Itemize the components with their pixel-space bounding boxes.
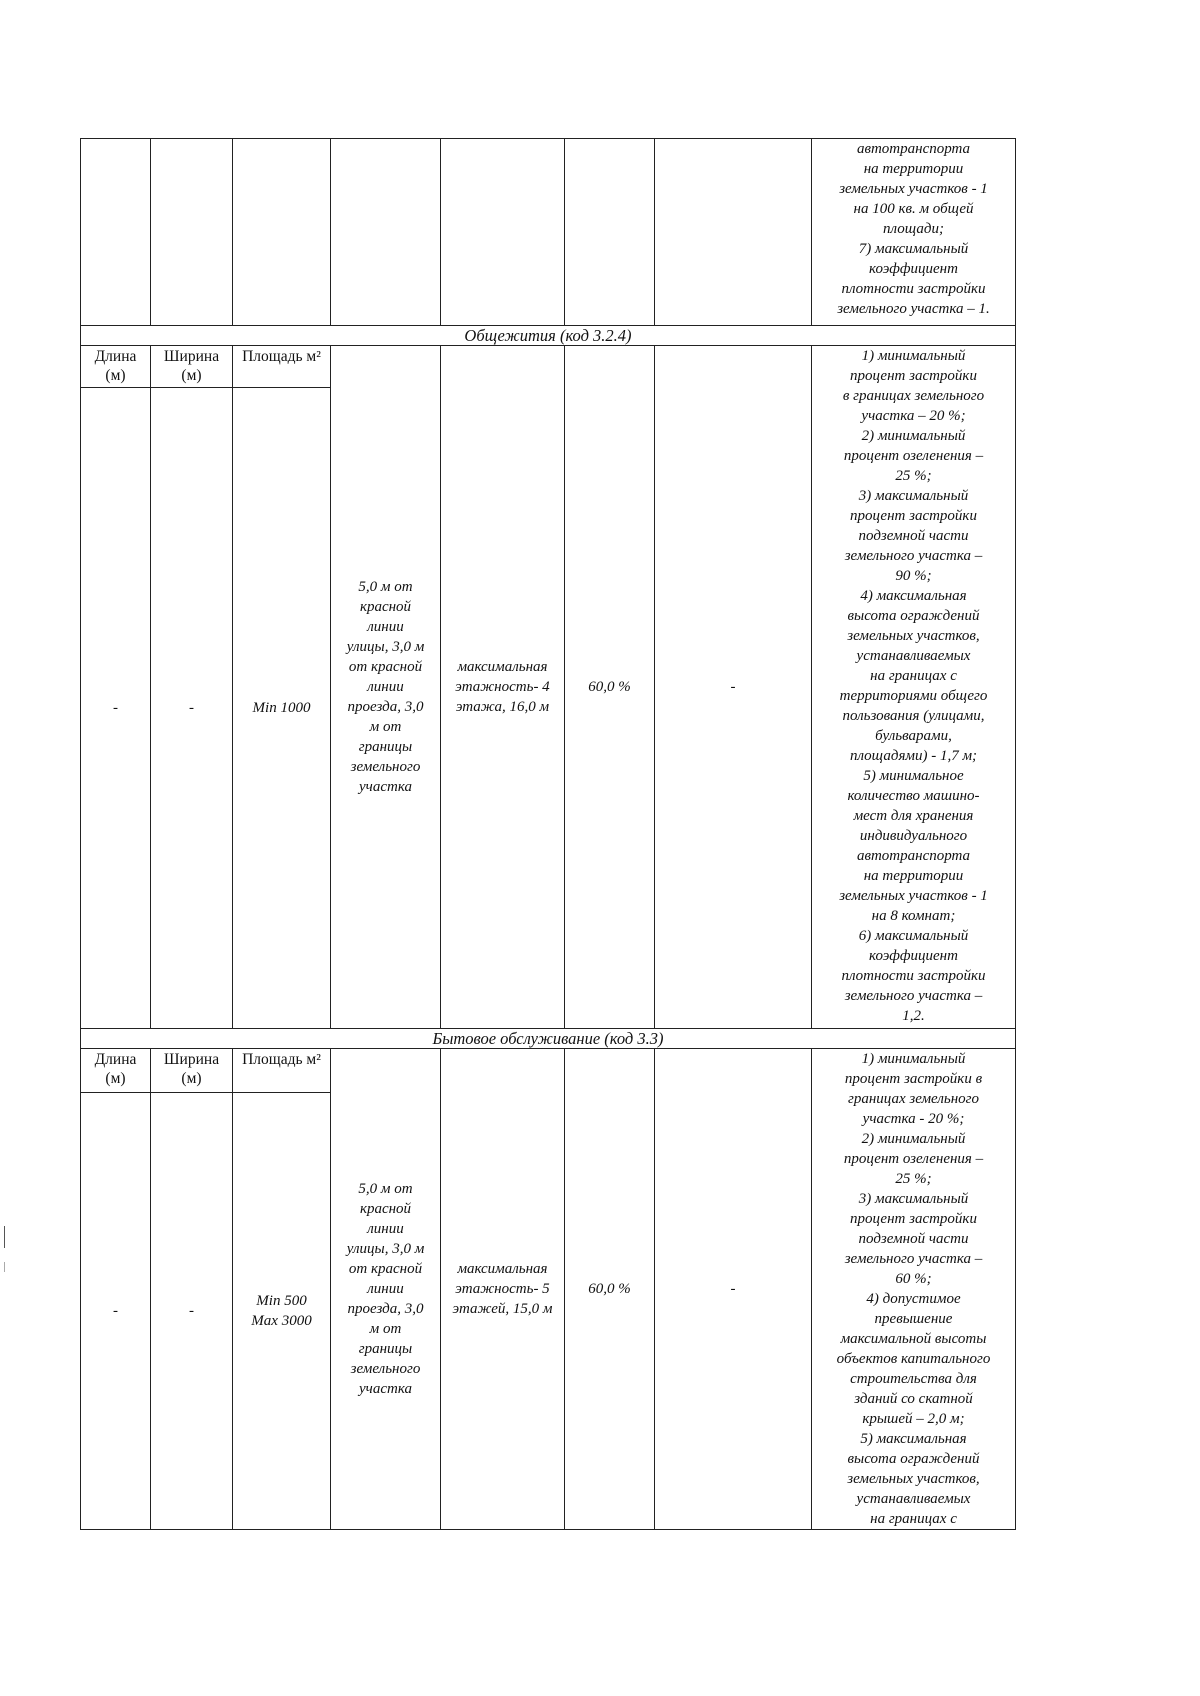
param-line: 6) максимальный bbox=[858, 928, 969, 944]
param-line: подземной части bbox=[858, 528, 969, 544]
param-line: максимальной высоты bbox=[840, 1331, 987, 1347]
param-line: на 8 комнат; bbox=[871, 908, 956, 924]
param-line: земельного участка – 1. bbox=[837, 301, 990, 317]
param-line: 2) минимальный bbox=[861, 1131, 966, 1147]
param-line: процент застройки в bbox=[844, 1071, 983, 1087]
param-line: площадями) - 1,7 м; bbox=[849, 748, 978, 764]
param-line: 25 %; bbox=[895, 1171, 932, 1187]
setbacks-cell bbox=[331, 346, 441, 1029]
param-line: процент озеленения – bbox=[843, 1151, 984, 1167]
param-line: земельного участка – bbox=[844, 988, 983, 1004]
params-cell bbox=[812, 346, 1016, 1029]
param-line: на территории bbox=[863, 868, 964, 884]
param-line: процент застройки bbox=[850, 368, 977, 384]
width-value: - bbox=[151, 388, 233, 1029]
param-line: процент застройки bbox=[850, 1211, 977, 1227]
param-line: на территории bbox=[863, 161, 964, 177]
setbacks-text: 5,0 м от красной линии улицы, 3,0 м от красной линии проезда, 3,0 м от границы земельного участка bbox=[346, 1181, 425, 1397]
length-value: - bbox=[81, 388, 151, 1029]
empty-cell bbox=[151, 139, 233, 326]
coverage-cell: 60,0 % bbox=[565, 1049, 655, 1530]
area-value bbox=[233, 1092, 331, 1529]
param-line: процент озеленения – bbox=[843, 448, 984, 464]
header-width: Ширина (м) bbox=[151, 1049, 233, 1093]
param-line: высота ограждений bbox=[847, 608, 980, 624]
param-line: 90 %; bbox=[895, 568, 932, 584]
area-value-text: Min 500 Max 3000 bbox=[251, 1292, 312, 1329]
param-line: пользования (улицами, bbox=[842, 708, 985, 724]
header-length: Длина (м) bbox=[81, 1049, 151, 1093]
param-line: процент застройки bbox=[850, 508, 977, 524]
param-line: 2) минимальный bbox=[861, 428, 966, 444]
param-line: строительства для bbox=[850, 1371, 977, 1387]
section-header-row bbox=[81, 346, 1016, 388]
param-line: объектов капитального bbox=[836, 1351, 991, 1367]
param-line: подземной части bbox=[858, 1231, 969, 1247]
param-line: земельного участка – bbox=[844, 548, 983, 564]
other-cell: - bbox=[655, 1049, 812, 1530]
empty-cell bbox=[441, 139, 565, 326]
param-line: 1) минимальный bbox=[861, 348, 966, 364]
param-line: участка - 20 %; bbox=[862, 1111, 965, 1127]
width-value: - bbox=[151, 1092, 233, 1529]
param-line: автотранспорта bbox=[856, 848, 971, 864]
param-line: на границах с bbox=[870, 668, 957, 684]
regulation-table bbox=[80, 138, 1016, 1530]
param-line: высота ограждений bbox=[847, 1451, 980, 1467]
param-line: 4) допустимое bbox=[866, 1291, 961, 1307]
section-title-row bbox=[81, 1029, 1016, 1049]
scan-mark bbox=[4, 1226, 5, 1248]
param-line: земельных участков, bbox=[847, 628, 980, 644]
params-cell bbox=[812, 139, 1016, 326]
param-line: количество машино- bbox=[847, 788, 980, 804]
length-value: - bbox=[81, 1092, 151, 1529]
param-line: 25 %; bbox=[895, 468, 932, 484]
empty-cell bbox=[233, 139, 331, 326]
param-line: 1,2. bbox=[902, 1008, 925, 1024]
param-line: плотности застройки bbox=[841, 281, 986, 297]
param-line: коэффициент bbox=[869, 948, 958, 964]
param-line: земельных участков, bbox=[847, 1471, 980, 1487]
other-cell: - bbox=[655, 346, 812, 1029]
param-line: 1) минимальный bbox=[861, 1051, 966, 1067]
param-line: индивидуального bbox=[859, 828, 968, 844]
empty-cell bbox=[331, 139, 441, 326]
param-line: автотранспорта bbox=[856, 141, 971, 157]
header-area: Площадь м² bbox=[233, 1049, 331, 1093]
scan-mark bbox=[4, 1262, 5, 1272]
param-line: площади; bbox=[882, 221, 944, 237]
param-line: коэффициент bbox=[869, 261, 958, 277]
param-line: 7) максимальный bbox=[858, 241, 969, 257]
param-line: участка – 20 %; bbox=[861, 408, 966, 424]
header-width: Ширина (м) bbox=[151, 346, 233, 388]
section-title: Бытовое обслуживание (код 3.3) bbox=[81, 1029, 1016, 1049]
empty-cell bbox=[81, 139, 151, 326]
param-line: земельных участков - 1 bbox=[839, 181, 988, 197]
param-line: в границах земельного bbox=[842, 388, 985, 404]
param-line: крышей – 2,0 м; bbox=[862, 1411, 965, 1427]
empty-cell bbox=[655, 139, 812, 326]
param-line: устанавливаемых bbox=[856, 1491, 971, 1507]
param-line: на 100 кв. м общей bbox=[853, 201, 974, 217]
continuation-row bbox=[81, 139, 1016, 326]
param-line: на границах с bbox=[870, 1511, 957, 1527]
param-line: плотности застройки bbox=[841, 968, 986, 984]
param-line: 60 %; bbox=[895, 1271, 932, 1287]
param-line: территориями общего bbox=[839, 688, 988, 704]
params-cell bbox=[812, 1049, 1016, 1530]
coverage-cell: 60,0 % bbox=[565, 346, 655, 1029]
height-cell bbox=[441, 1049, 565, 1530]
param-line: 5) минимальное bbox=[863, 768, 964, 784]
header-length: Длина (м) bbox=[81, 346, 151, 388]
height-text: максимальная этажность- 5 этажей, 15,0 м bbox=[452, 1261, 553, 1317]
height-text: максимальная этажность- 4 этажа, 16,0 м bbox=[455, 659, 550, 715]
param-line: 3) максимальный bbox=[858, 1191, 969, 1207]
section-title: Общежития (код 3.2.4) bbox=[81, 326, 1016, 346]
height-cell bbox=[441, 346, 565, 1029]
header-area: Площадь м² bbox=[233, 346, 331, 388]
param-line: превышение bbox=[874, 1311, 953, 1327]
empty-cell bbox=[565, 139, 655, 326]
param-line: мест для хранения bbox=[853, 808, 974, 824]
param-line: бульварами, bbox=[875, 728, 952, 744]
param-line: 3) максимальный bbox=[858, 488, 969, 504]
area-value: Min 1000 bbox=[233, 388, 331, 1029]
section-title-row bbox=[81, 326, 1016, 346]
param-line: земельных участков - 1 bbox=[839, 888, 988, 904]
param-line: границах земельного bbox=[847, 1091, 980, 1107]
setbacks-cell bbox=[331, 1049, 441, 1530]
param-line: земельного участка – bbox=[844, 1251, 983, 1267]
param-line: 5) максимальная bbox=[860, 1431, 967, 1447]
param-line: зданий со скатной bbox=[854, 1391, 973, 1407]
setbacks-text: 5,0 м от красной линии улицы, 3,0 м от красной линии проезда, 3,0 м от границы земельного участка bbox=[346, 579, 425, 795]
param-line: 4) максимальная bbox=[860, 588, 967, 604]
param-line: устанавливаемых bbox=[856, 648, 971, 664]
section-header-row bbox=[81, 1049, 1016, 1093]
